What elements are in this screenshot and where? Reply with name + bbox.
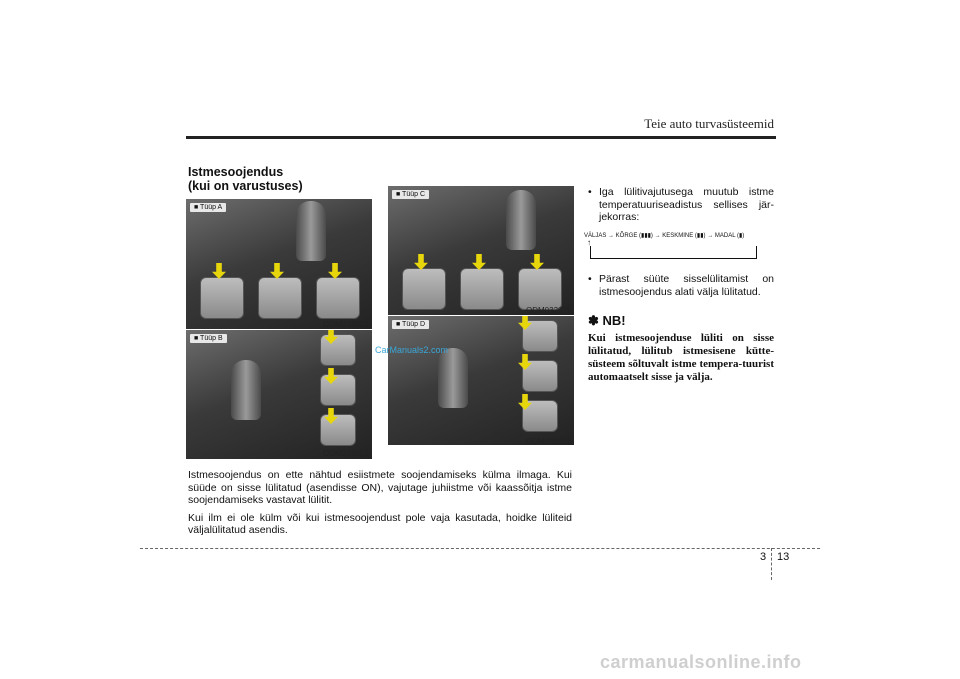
footer-page-divider: [771, 548, 772, 580]
gear-knob: [438, 348, 468, 408]
temperature-sequence: VÄLJAS → KÕRGE (▮▮▮) → KESKMINE (▮▮) → MADAL (▮): [584, 233, 745, 239]
photo-type-b: [186, 330, 372, 459]
seat-heater-button: [320, 414, 356, 446]
gear-knob: [231, 360, 261, 420]
bullet-item: [588, 273, 774, 298]
sequence-loop-arrow: [590, 246, 757, 259]
seat-heater-button: [258, 277, 302, 319]
bullet-dot-icon: •: [588, 186, 592, 198]
footer-divider: [140, 548, 820, 549]
photo-type-c-tag: ■ Tüüp C: [392, 190, 429, 199]
seat-heater-button: [402, 268, 446, 310]
watermark-small: CarManuals2.com: [375, 345, 449, 355]
gear-knob: [296, 201, 326, 261]
bullet-dot-icon: •: [588, 273, 592, 285]
chapter-number: 3: [760, 551, 767, 563]
photo-type-d: [388, 316, 574, 445]
arrow-up-icon: ↑: [587, 238, 591, 247]
section-title: [188, 165, 303, 193]
photo-type-c-code: ODM032015: [526, 306, 572, 315]
description: [188, 469, 572, 542]
description-paragraph: Istmesoojendus on ette nähtud esiistmete soojendamiseks külma ilmaga. Kui süüde on sisse lülitatud (asendisse ON), vajutage juhiistme või kaassõitja istme soojendamiseks vastavat lülitit.: [188, 469, 572, 506]
seat-heater-button: [200, 277, 244, 319]
seat-heater-button: [320, 334, 356, 366]
note-text: Kui istmesoojenduse lüliti on sisse lülitatud, lülitub istmesisene kütte-süsteem sõltuvalt istme tempera-tuurist automaatselt sisse ja välja.: [588, 332, 774, 383]
description-paragraph: Kui ilm ei ole külm või kui istmesoojendust pole vaja kasutada, hoidke lüliteid väljalülitatud asendis.: [188, 511, 572, 536]
section-title-line1: Istmesoojendus: [188, 165, 284, 179]
section-title-line2: (kui on varustuses): [188, 179, 303, 193]
photo-type-a-tag: ■ Tüüp A: [190, 203, 226, 212]
photo-type-b-code: ODM032014: [323, 449, 369, 458]
photo-type-c: [388, 186, 574, 315]
header-rule: [186, 136, 776, 139]
bullet-text: Pärast süüte sisselülitamist on istmesoojendus alati välja lülitatud.: [599, 273, 774, 298]
photo-type-a: [186, 199, 372, 329]
seat-heater-button: [518, 268, 562, 310]
page-number: 13: [777, 551, 790, 563]
bullet-item: [588, 186, 774, 224]
photo-type-b-tag: ■ Tüüp B: [190, 334, 227, 343]
photo-type-d-code: ODM032016: [526, 437, 572, 446]
photo-type-a-code: ODM032013: [323, 320, 369, 329]
seat-heater-button: [316, 277, 360, 319]
note-heading: ✽ NB!: [588, 313, 626, 328]
watermark: carmanualsonline.info: [600, 652, 802, 672]
seat-heater-button: [320, 374, 356, 406]
page-header-title: Teie auto turvasüsteemid: [644, 116, 774, 131]
photo-type-d-tag: ■ Tüüp D: [392, 320, 429, 329]
bullet-text: Iga lülitivajutusega muutub istme temperatuuriseadistus sellises jär-jekorras:: [599, 186, 774, 223]
seat-heater-button: [460, 268, 504, 310]
gear-knob: [506, 190, 536, 250]
